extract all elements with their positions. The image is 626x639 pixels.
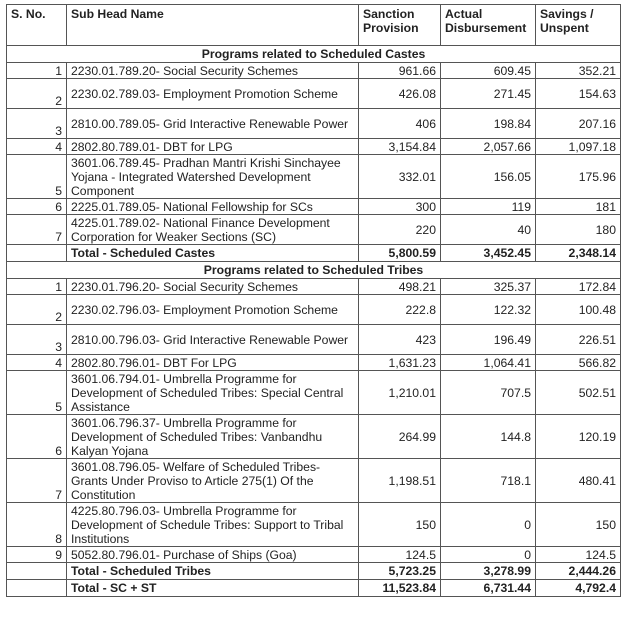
- row-sanction: 264.99: [359, 415, 441, 459]
- row-name: 2230.01.796.20- Social Security Schemes: [67, 279, 359, 295]
- row-savings: 226.51: [536, 325, 621, 355]
- row-sno: 5: [7, 155, 67, 199]
- table-row: [7, 371, 621, 415]
- row-savings: 352.21: [536, 63, 621, 79]
- grand-total-label: Total - SC + ST: [67, 580, 359, 597]
- row-name: 2810.00.789.05- Grid Interactive Renewable Power: [67, 109, 359, 139]
- section-title-sc: Programs related to Scheduled Castes: [7, 46, 621, 63]
- row-savings: 100.48: [536, 295, 621, 325]
- row-actual: 0: [441, 547, 536, 563]
- header-row: [7, 5, 621, 46]
- table-row: [7, 503, 621, 547]
- row-sno: 1: [7, 63, 67, 79]
- row-name: 2225.01.789.05- National Fellowship for SCs: [67, 199, 359, 215]
- row-sno: 7: [7, 459, 67, 503]
- row-actual: 119: [441, 199, 536, 215]
- row-sanction: 961.66: [359, 63, 441, 79]
- row-sno: 9: [7, 547, 67, 563]
- row-sanction: 426.08: [359, 79, 441, 109]
- table-row: [7, 155, 621, 199]
- row-sno: 1: [7, 279, 67, 295]
- row-sno: 2: [7, 295, 67, 325]
- row-actual: 40: [441, 215, 536, 245]
- row-sno: 7: [7, 215, 67, 245]
- row-name: 2230.01.789.20- Social Security Schemes: [67, 63, 359, 79]
- row-savings: 172.84: [536, 279, 621, 295]
- header-sno: S. No.: [7, 5, 67, 46]
- row-name: 2810.00.796.03- Grid Interactive Renewable Power: [67, 325, 359, 355]
- section-header-st: [7, 262, 621, 279]
- row-actual: 707.5: [441, 371, 536, 415]
- row-actual: 198.84: [441, 109, 536, 139]
- total-savings: 2,444.26: [536, 563, 621, 580]
- row-actual: 718.1: [441, 459, 536, 503]
- row-savings: 175.96: [536, 155, 621, 199]
- row-actual: 196.49: [441, 325, 536, 355]
- table-row: [7, 547, 621, 563]
- grand-total-savings: 4,792.4: [536, 580, 621, 597]
- row-sno: 2: [7, 79, 67, 109]
- row-name: 3601.06.794.01- Umbrella Programme for Development of Scheduled Tribes: Special Central Assistance: [67, 371, 359, 415]
- row-name: 2802.80.796.01- DBT For LPG: [67, 355, 359, 371]
- header-actual: Actual Disbursement: [441, 5, 536, 46]
- row-sanction: 1,210.01: [359, 371, 441, 415]
- total-sanction: 5,800.59: [359, 245, 441, 262]
- total-label: Total - Scheduled Tribes: [67, 563, 359, 580]
- row-sno: 4: [7, 355, 67, 371]
- row-actual: 122.32: [441, 295, 536, 325]
- row-sanction: 1,198.51: [359, 459, 441, 503]
- row-savings: 502.51: [536, 371, 621, 415]
- row-sanction: 300: [359, 199, 441, 215]
- row-actual: 0: [441, 503, 536, 547]
- row-sno: 6: [7, 415, 67, 459]
- grand-total-row: [7, 580, 621, 597]
- row-sanction: 222.8: [359, 295, 441, 325]
- row-name: 4225.01.789.02- National Finance Development Corporation for Weaker Sections (SC): [67, 215, 359, 245]
- grand-total-actual: 6,731.44: [441, 580, 536, 597]
- total-sanction: 5,723.25: [359, 563, 441, 580]
- row-actual: 2,057.66: [441, 139, 536, 155]
- row-name: 3601.08.796.05- Welfare of Scheduled Tribes- Grants Under Proviso to Article 275(1) Of the Constitution: [67, 459, 359, 503]
- row-sanction: 150: [359, 503, 441, 547]
- row-savings: 181: [536, 199, 621, 215]
- row-name: 4225.80.796.03- Umbrella Programme for Development of Schedule Tribes: Support to Tribal Institutions: [67, 503, 359, 547]
- row-sno: 5: [7, 371, 67, 415]
- row-name: 5052.80.796.01- Purchase of Ships (Goa): [67, 547, 359, 563]
- total-savings: 2,348.14: [536, 245, 621, 262]
- row-actual: 144.8: [441, 415, 536, 459]
- total-actual: 3,452.45: [441, 245, 536, 262]
- row-sanction: 332.01: [359, 155, 441, 199]
- row-savings: 480.41: [536, 459, 621, 503]
- total-label: Total - Scheduled Castes: [67, 245, 359, 262]
- table-row: [7, 355, 621, 371]
- table-row: [7, 139, 621, 155]
- row-sanction: 406: [359, 109, 441, 139]
- table-row: [7, 325, 621, 355]
- header-name: Sub Head Name: [67, 5, 359, 46]
- row-savings: 150: [536, 503, 621, 547]
- row-savings: 207.16: [536, 109, 621, 139]
- table-row: [7, 295, 621, 325]
- total-row-sc: [7, 245, 621, 262]
- row-sanction: 220: [359, 215, 441, 245]
- row-name: 3601.06.796.37- Umbrella Programme for Development of Scheduled Tribes: Vanbandhu Kalyan Yojana: [67, 415, 359, 459]
- table-row: [7, 459, 621, 503]
- table-row: [7, 109, 621, 139]
- row-sno: 3: [7, 325, 67, 355]
- table-row: [7, 415, 621, 459]
- table-row: [7, 63, 621, 79]
- row-savings: 566.82: [536, 355, 621, 371]
- row-actual: 609.45: [441, 63, 536, 79]
- row-actual: 156.05: [441, 155, 536, 199]
- row-sno: 8: [7, 503, 67, 547]
- row-sanction: 1,631.23: [359, 355, 441, 371]
- row-sanction: 498.21: [359, 279, 441, 295]
- row-savings: 154.63: [536, 79, 621, 109]
- section-header-sc: [7, 46, 621, 63]
- row-sanction: 423: [359, 325, 441, 355]
- row-actual: 1,064.41: [441, 355, 536, 371]
- total-actual: 3,278.99: [441, 563, 536, 580]
- table-row: [7, 279, 621, 295]
- row-actual: 271.45: [441, 79, 536, 109]
- row-name: 2230.02.796.03- Employment Promotion Scheme: [67, 295, 359, 325]
- row-savings: 1,097.18: [536, 139, 621, 155]
- row-actual: 325.37: [441, 279, 536, 295]
- table-row: [7, 215, 621, 245]
- row-name: 3601.06.789.45- Pradhan Mantri Krishi Sinchayee Yojana - Integrated Watershed Development Component: [67, 155, 359, 199]
- row-savings: 120.19: [536, 415, 621, 459]
- row-name: 2802.80.789.01- DBT for LPG: [67, 139, 359, 155]
- row-savings: 180: [536, 215, 621, 245]
- section-title-st: Programs related to Scheduled Tribes: [7, 262, 621, 279]
- row-sno: 3: [7, 109, 67, 139]
- budget-table: [6, 4, 621, 597]
- header-sanction: Sanction Provision: [359, 5, 441, 46]
- row-sanction: 124.5: [359, 547, 441, 563]
- header-savings: Savings / Unspent: [536, 5, 621, 46]
- row-sno: 6: [7, 199, 67, 215]
- table-row: [7, 199, 621, 215]
- total-row-st: [7, 563, 621, 580]
- row-sanction: 3,154.84: [359, 139, 441, 155]
- table-row: [7, 79, 621, 109]
- row-sno: 4: [7, 139, 67, 155]
- row-name: 2230.02.789.03- Employment Promotion Scheme: [67, 79, 359, 109]
- grand-total-sanction: 11,523.84: [359, 580, 441, 597]
- row-savings: 124.5: [536, 547, 621, 563]
